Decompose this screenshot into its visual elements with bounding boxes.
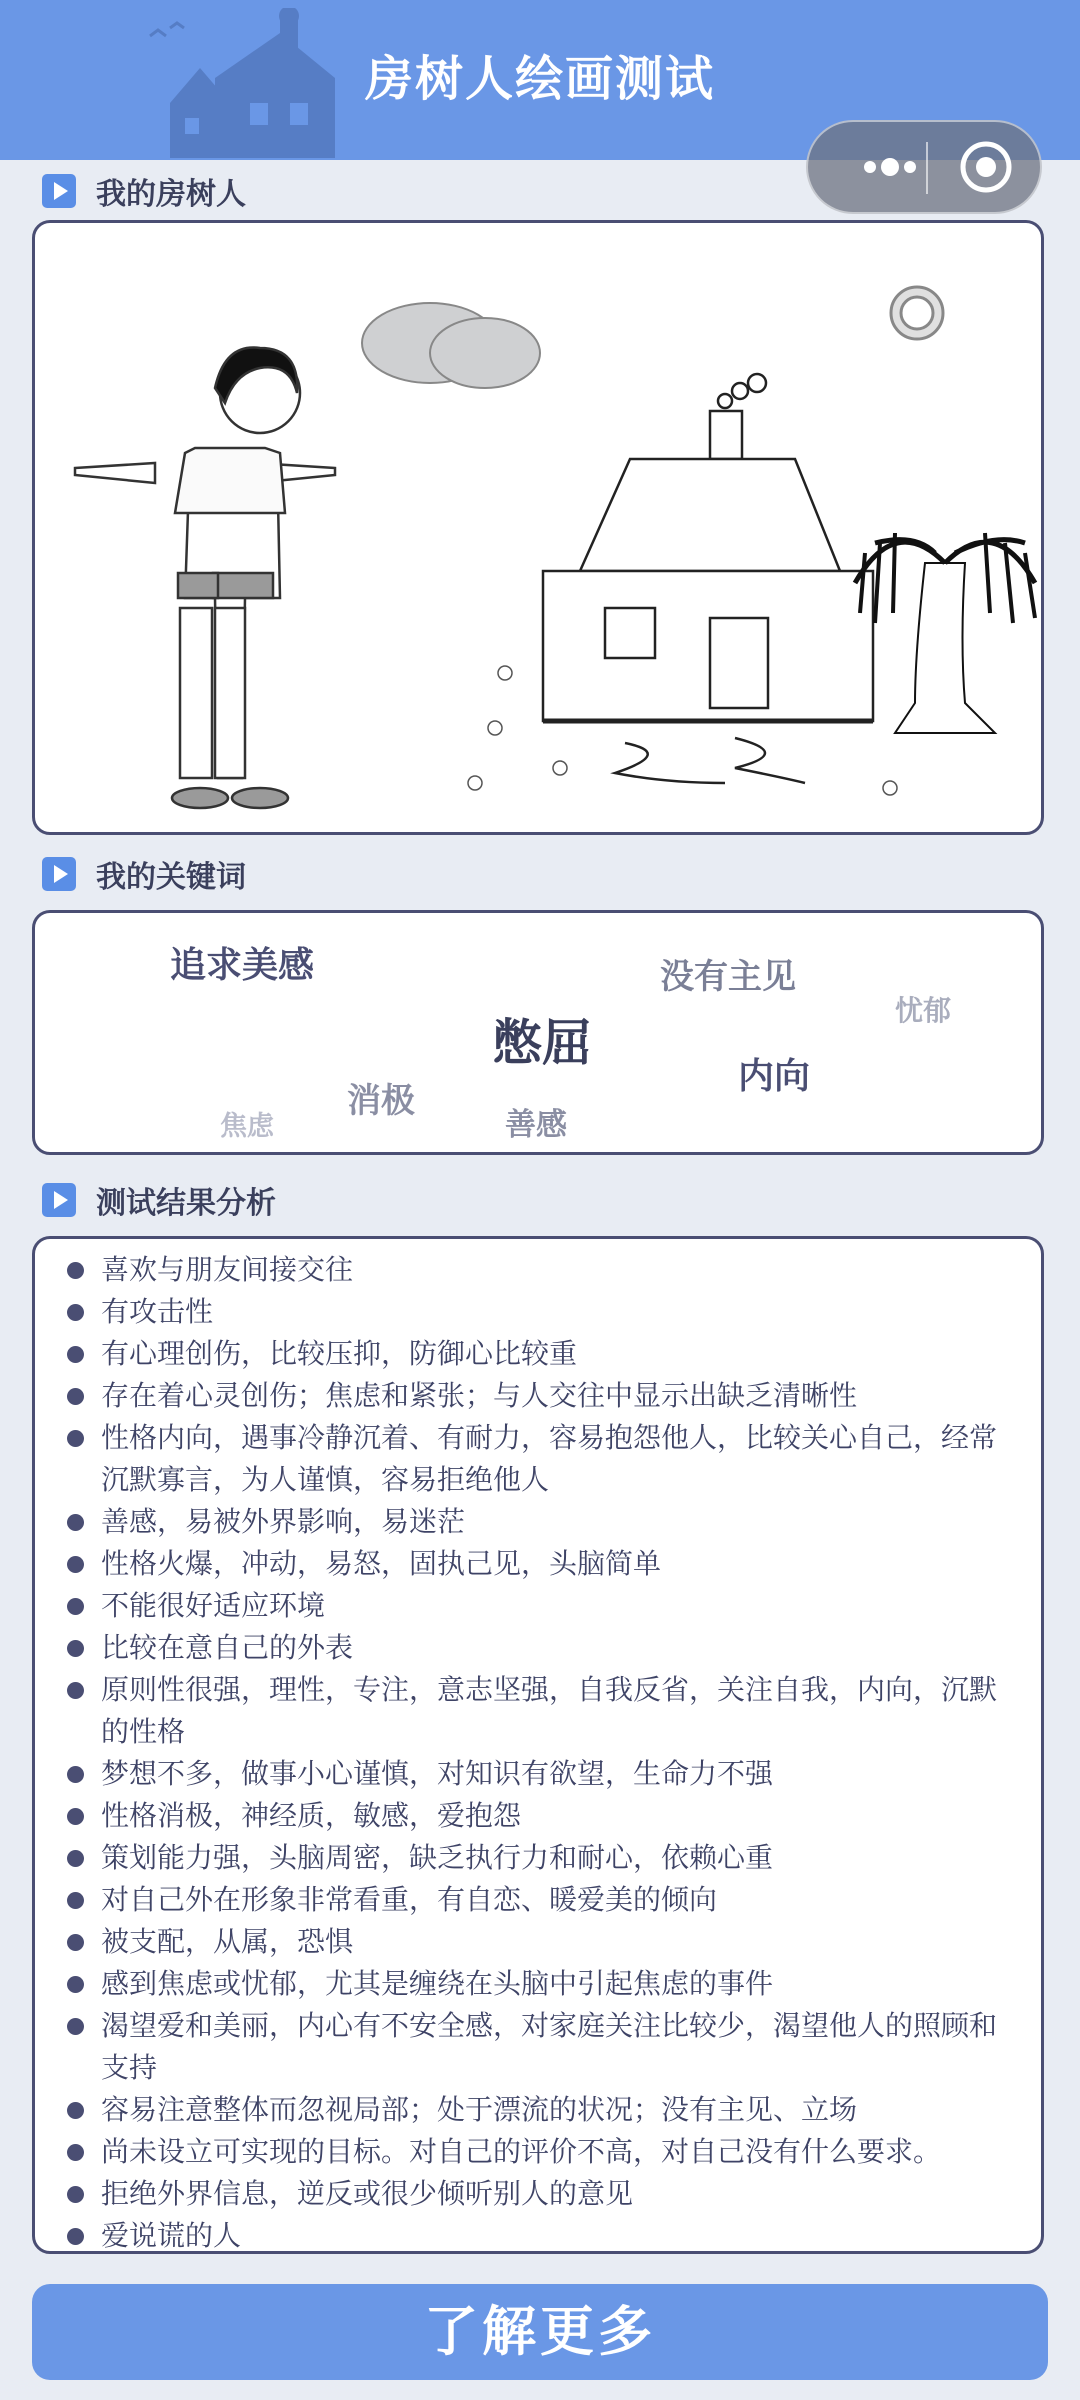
list-item: 比较在意自己的外表 bbox=[63, 1627, 1021, 1669]
play-icon bbox=[42, 857, 76, 891]
capsule-divider bbox=[926, 142, 928, 194]
section-header-keywords bbox=[42, 853, 246, 895]
list-item: 有攻击性 bbox=[63, 1291, 1021, 1333]
page-title: 房树人绘画测试 bbox=[364, 51, 715, 107]
house bbox=[543, 374, 873, 783]
keyword-tag: 内向 bbox=[738, 1056, 811, 1097]
keyword-tag: 追求美感 bbox=[170, 945, 315, 986]
results-card bbox=[32, 1236, 1044, 2254]
drawing-card bbox=[32, 220, 1044, 835]
list-item: 喜欢与朋友间接交往 bbox=[63, 1249, 1021, 1291]
list-item: 存在着心灵创伤；焦虑和紧张；与人交往中显示出缺乏清晰性 bbox=[63, 1375, 1021, 1417]
mini-program-capsule bbox=[806, 120, 1042, 214]
results-list bbox=[35, 1239, 1041, 2257]
section-title: 测试结果分析 bbox=[96, 1186, 276, 1221]
section-title: 我的房树人 bbox=[96, 177, 246, 212]
keyword-tag: 焦虑 bbox=[220, 1111, 274, 1142]
person bbox=[75, 348, 335, 809]
list-item: 梦想不多，做事小心谨慎，对知识有欲望，生命力不强 bbox=[63, 1753, 1021, 1795]
play-icon bbox=[42, 174, 76, 208]
list-item: 容易注意整体而忽视局部；处于漂流的状况；没有主见、立场 bbox=[63, 2089, 1021, 2131]
house-tree-person-drawing bbox=[35, 223, 1041, 832]
more-dots-icon[interactable] bbox=[838, 122, 968, 212]
list-item: 感到焦虑或忧郁，尤其是缠绕在头脑中引起焦虑的事件 bbox=[63, 1963, 1021, 2005]
list-item: 性格消极，神经质，敏感，爱抱怨 bbox=[63, 1795, 1021, 1837]
sun bbox=[891, 287, 943, 339]
section-title: 我的关键词 bbox=[96, 860, 246, 895]
close-target-icon[interactable] bbox=[958, 139, 1014, 195]
keyword-tag: 没有主见 bbox=[660, 957, 796, 997]
keyword-tag: 善感 bbox=[505, 1107, 567, 1143]
list-item: 策划能力强，头脑周密，缺乏执行力和耐心，依赖心重 bbox=[63, 1837, 1021, 1879]
keyword-tag: 忧郁 bbox=[895, 994, 952, 1027]
keyword-tag: 消极 bbox=[347, 1081, 415, 1121]
list-item: 爱说谎的人 bbox=[63, 2215, 1021, 2257]
list-item: 渴望爱和美丽，内心有不安全感，对家庭关注比较少，渴望他人的照顾和支持 bbox=[63, 2005, 1021, 2089]
play-icon bbox=[42, 1183, 76, 1217]
willow-tree bbox=[855, 533, 1035, 733]
list-item: 原则性很强，理性，专注，意志坚强，自我反省，关注自我，内向，沉默的性格 bbox=[63, 1669, 1021, 1753]
list-item: 性格内向，遇事冷静沉着、有耐力，容易抱怨他人，比较关心自己，经常沉默寡言，为人谨慎，容易拒绝他人 bbox=[63, 1417, 1021, 1501]
list-item: 被支配，从属，恐惧 bbox=[63, 1921, 1021, 1963]
list-item: 善感，易被外界影响，易迷茫 bbox=[63, 1501, 1021, 1543]
section-header-drawing bbox=[42, 170, 246, 212]
learn-more-button[interactable]: 了解更多 bbox=[32, 2284, 1048, 2380]
list-item: 尚未设立可实现的目标。对自己的评价不高，对自己没有什么要求。 bbox=[63, 2131, 1021, 2173]
list-item: 不能很好适应环境 bbox=[63, 1585, 1021, 1627]
list-item: 对自己外在形象非常看重，有自恋、暖爱美的倾向 bbox=[63, 1879, 1021, 1921]
section-header-results bbox=[42, 1179, 276, 1221]
keyword-tag: 憋屈 bbox=[492, 1014, 592, 1072]
keywords-card bbox=[32, 910, 1044, 1155]
cloud bbox=[362, 303, 540, 388]
list-item: 有心理创伤，比较压抑，防御心比较重 bbox=[63, 1333, 1021, 1375]
list-item: 性格火爆，冲动，易怒，固执己见，头脑简单 bbox=[63, 1543, 1021, 1585]
list-item: 拒绝外界信息，逆反或很少倾听别人的意见 bbox=[63, 2173, 1021, 2215]
